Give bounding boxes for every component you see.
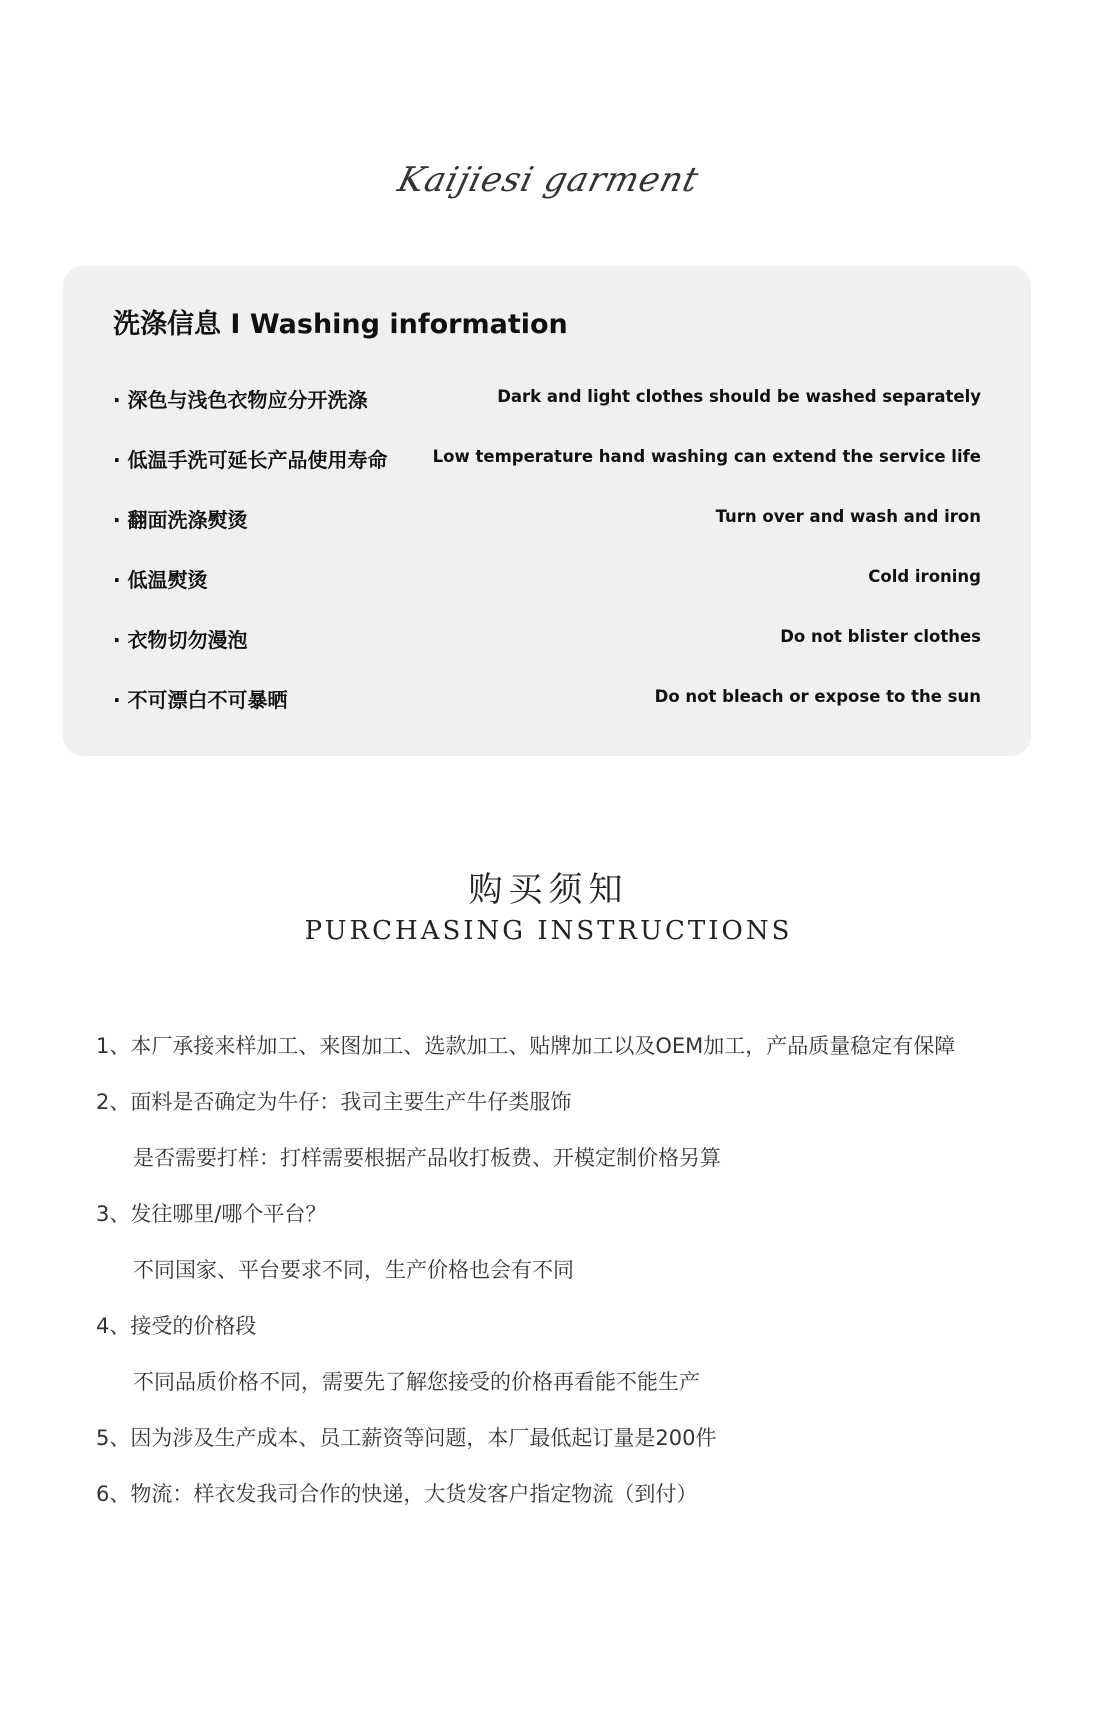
washing-item [113,444,981,474]
brand-logo: Kaijiesi garment [393,160,704,200]
washing-info-card [63,266,1031,756]
instruction-line: 4、接受的价格段 [96,1314,257,1338]
washing-item-en: Cold ironing [868,567,981,586]
instruction-subline: 不同国家、平台要求不同，生产价格也会有不同 [133,1258,574,1282]
washing-item-en: Turn over and wash and iron [715,507,981,526]
washing-item-cn: · 低温手洗可延长产品使用寿命 [113,448,388,472]
instruction-line: 5、因为涉及生产成本、员工薪资等问题，本厂最低起订量是200件 [96,1426,717,1450]
washing-item-en: Do not blister clothes [780,627,981,646]
instruction-line: 2、面料是否确定为牛仔：我司主要生产牛仔类服饰 [96,1090,572,1114]
instruction-line: 1、本厂承接来样加工、来图加工、选款加工、贴牌加工以及OEM加工，产品质量稳定有保障 [96,1034,956,1058]
washing-item [113,504,981,534]
instruction-subline: 不同品质价格不同，需要先了解您接受的价格再看能不能生产 [133,1370,700,1394]
washing-info-title: 洗涤信息 I Washing information [113,309,568,340]
instruction-subline: 是否需要打样：打样需要根据产品收打板费、开模定制价格另算 [133,1146,721,1170]
washing-item-en: Low temperature hand washing can extend the service life [432,447,981,466]
washing-item-cn: · 低温熨烫 [113,568,208,592]
purchasing-title-en: PURCHASING INSTRUCTIONS [304,916,793,946]
purchasing-title-cn: 购买须知 [468,870,629,910]
instruction-line: 3、发往哪里/哪个平台？ [96,1202,327,1226]
washing-item-cn: · 衣物切勿漫泡 [113,628,248,652]
washing-item [113,624,981,654]
instruction-line: 6、物流：样衣发我司合作的快递，大货发客户指定物流（到付） [96,1482,698,1506]
washing-item-cn: · 翻面洗涤熨烫 [113,508,248,532]
washing-item [113,564,981,594]
washing-item-en: Do not bleach or expose to the sun [654,687,981,706]
washing-item-cn: · 深色与浅色衣物应分开洗涤 [113,388,368,412]
washing-item [113,384,981,414]
washing-item-cn: · 不可漂白不可暴晒 [113,688,288,712]
washing-item-en: Dark and light clothes should be washed separately [497,387,981,406]
washing-item [113,684,981,714]
